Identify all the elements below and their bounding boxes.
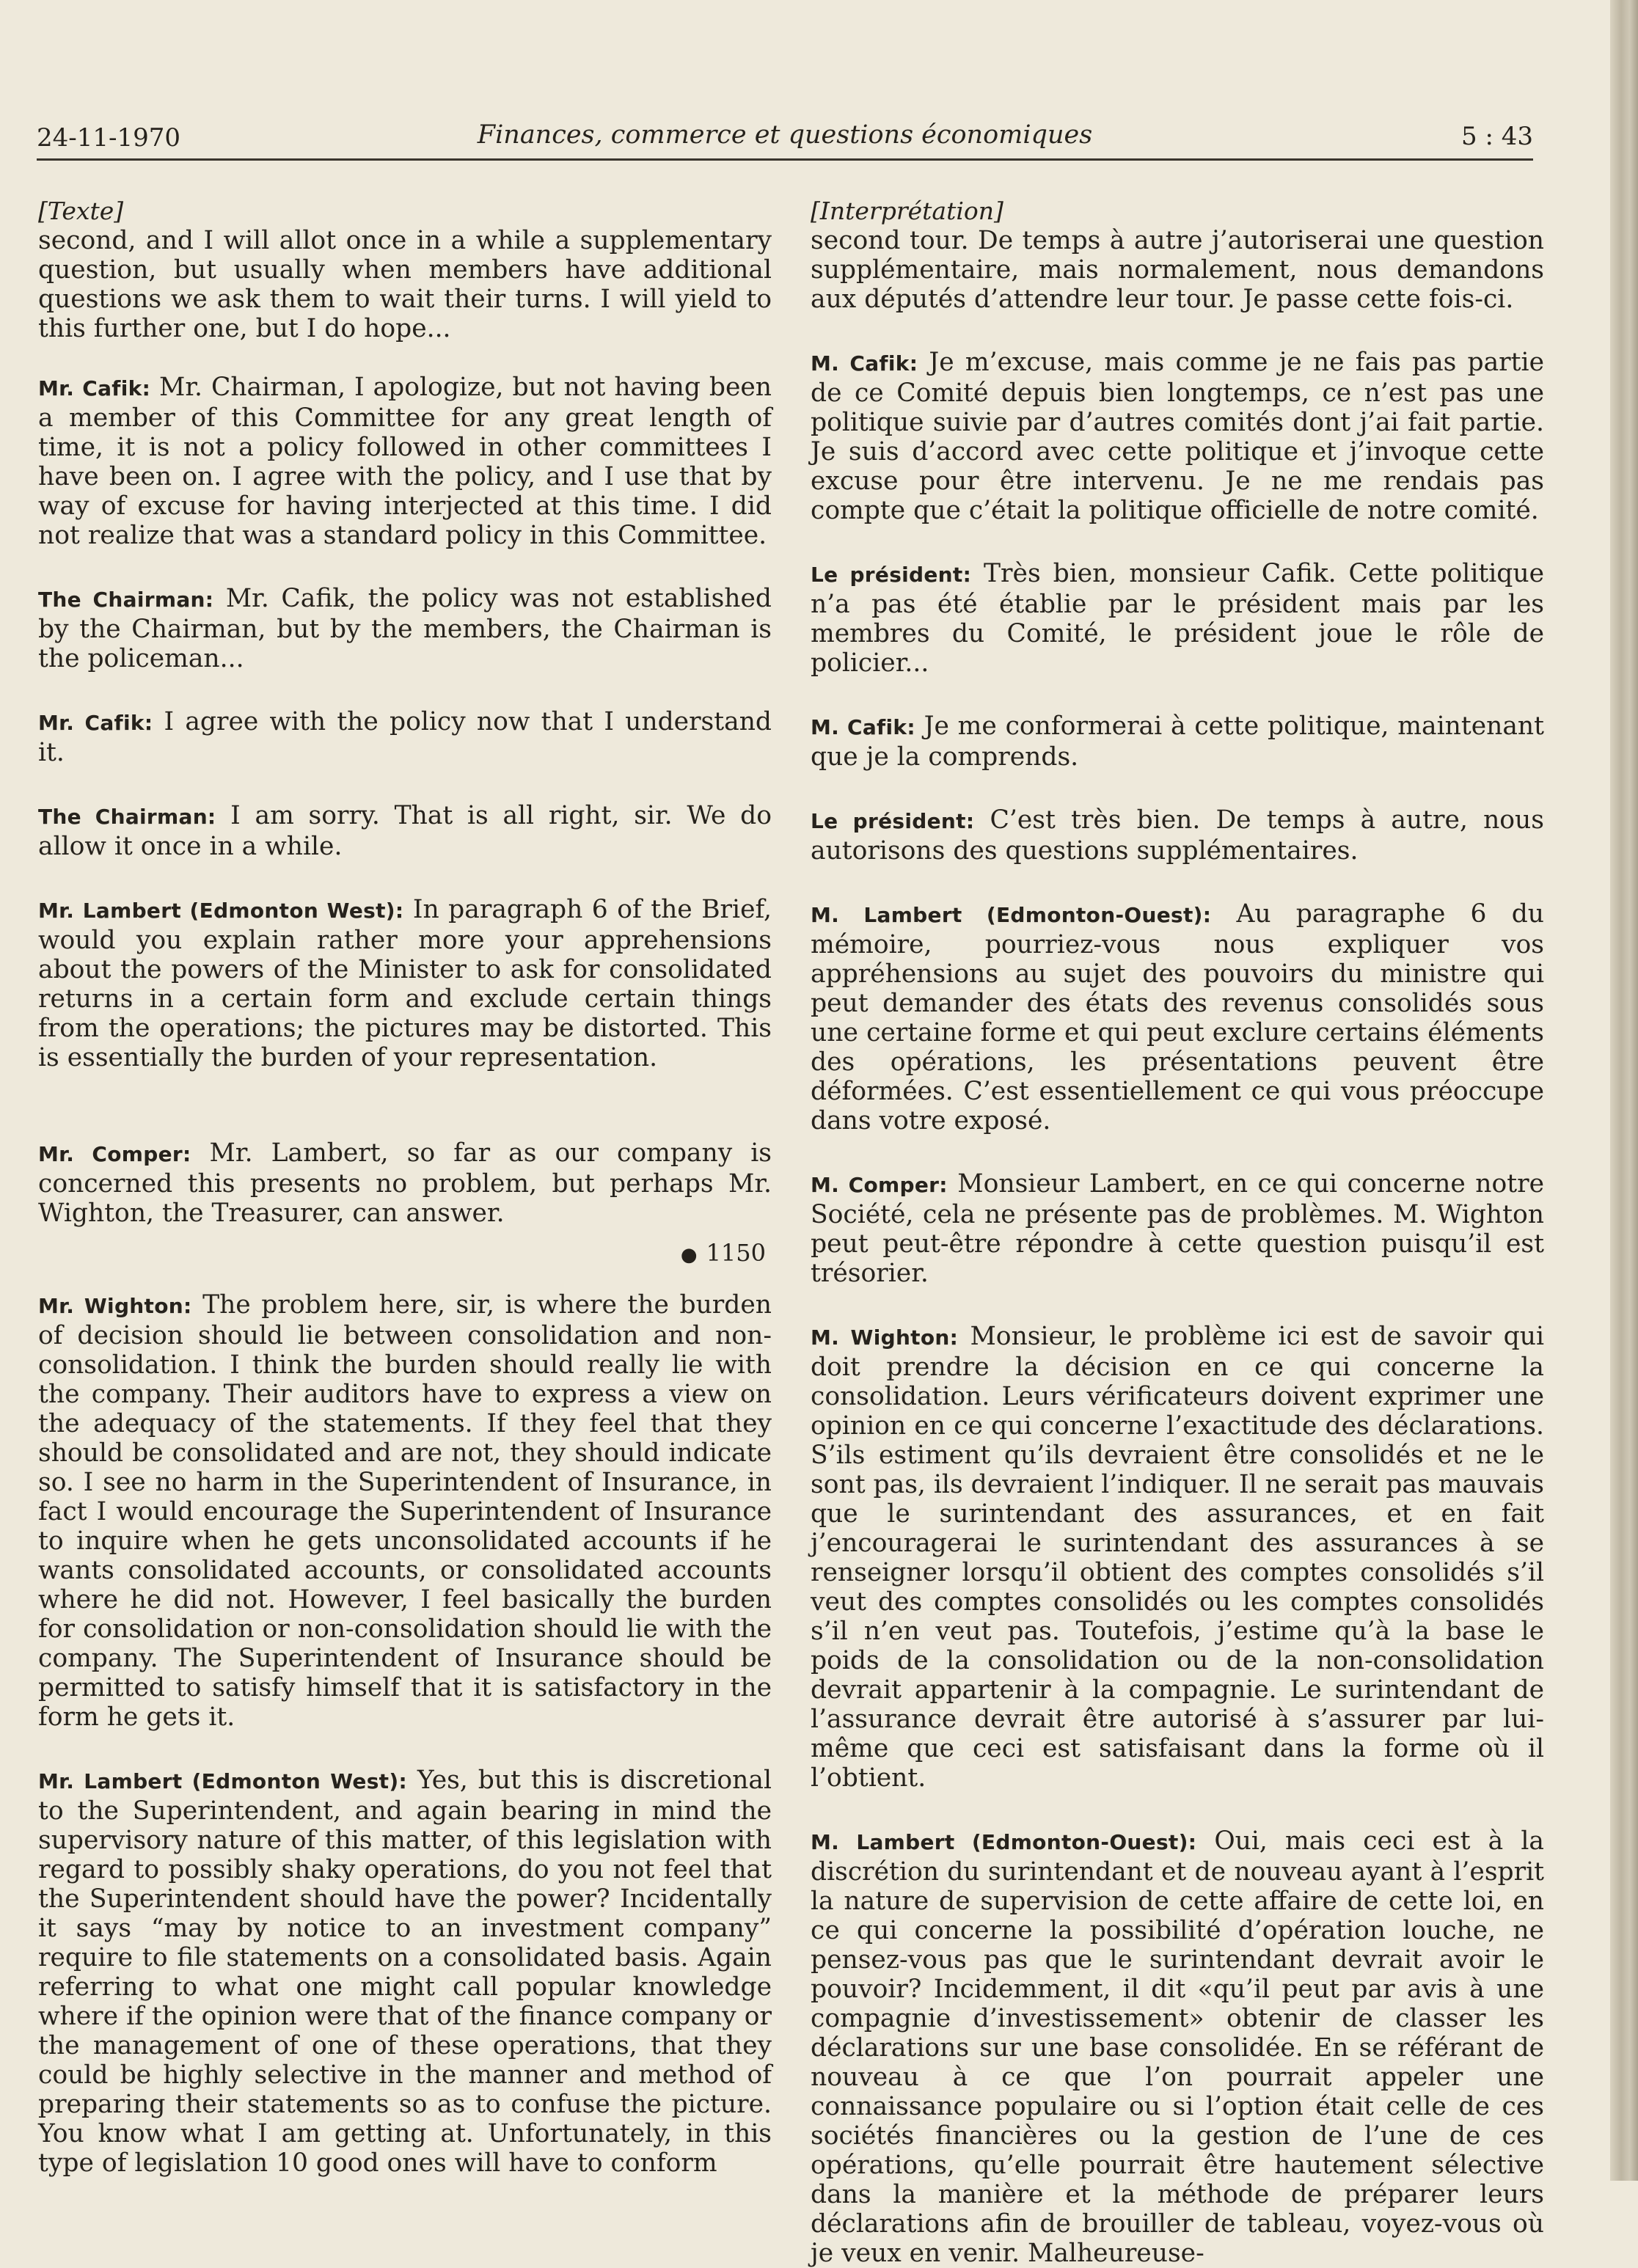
header-title: Finances, commerce et questions économiques: [477, 120, 1093, 150]
speech-text: Yes, but this is discretional to the Superintendent, and again bearing in mind the supervisory nature of this matter, of this legislation with regard to possibly shaky operations, do you not feel that the Superintendent should have the power? Incidentally it says “may by notice to an investment company” require to file statements on a consolidated basis. Again referring to what one might call popular knowledge where if the opinion were that of the finance company or the management of one of these operations, that they could be highly selective in the manner and method of preparing their statements so as to confuse the picture. You know what I am getting at. Unfortunately, in this type of legislation 10 good ones will have to conform: [38, 1766, 772, 2178]
speech-text: Monsieur, le problème ici est de savoir qui doit prendre la décision en ce qui concerne la consolidation. Leurs vérificateurs doivent exprimer une opinion en ce qui concerne l’exactitude des déclarations. S’ils estiment qu’ils devraient être consolidés et ne le sont pas, ils devraient l’indiquer. Il ne serait pas mauvais que le surintendant des assurances, et en fait j’encouragerai le surintendant des assurances à se renseigner lorsqu’il obtient des comptes consolidés s’il veut des comptes consolidés ou les comptes consolidés s’il n’en veut pas. Toutefois, j’estime qu’à la base le poids de la consolidation ou de la non-consolidation devrait appartenir à la compagnie. Le surintendant de l’assurance devrait être autorisé à s’assurer par lui-même que ceci est satisfaisant dans la forme où il l’obtient.: [811, 1322, 1544, 1793]
speech-text: I agree with the policy now that I understand it.: [38, 707, 772, 767]
speech-text: Monsieur Lambert, en ce qui concerne notre Société, cela ne présente pas de problèmes. M. Wighton peut peut-être répondre à cette question puisqu’il est trésorier.: [811, 1169, 1544, 1288]
time-marker-value: 1150: [706, 1239, 766, 1267]
speech-paragraph: [38, 1766, 772, 2178]
speaker-name: Mr. Cafik:: [38, 711, 153, 735]
speaker-name: Mr. Lambert (Edmonton West):: [38, 899, 404, 923]
speaker-name: M. Comper:: [811, 1173, 948, 1197]
speech-text: Je me conformerai à cette politique, maintenant que je la comprends.: [811, 712, 1544, 772]
time-marker: [38, 1238, 766, 1270]
speech-paragraph: [811, 1322, 1544, 1793]
speaker-name: M. Wighton:: [811, 1325, 959, 1350]
speaker-name: M. Lambert (Edmonton-Ouest):: [811, 1830, 1197, 1854]
speaker-name: M. Cafik:: [811, 715, 915, 739]
bullet-icon: ●: [680, 1244, 698, 1266]
section-label: [Interprétation]: [811, 197, 1003, 225]
page-header: [37, 100, 1533, 161]
speech-text: In paragraph 6 of the Brief, would you explain rather more your apprehensions about the powers of the Minister to ask for consolidated returns in a certain form and exclude certain things from the operations; the pictures may be distorted. This is essentially the burden of your representation.: [38, 895, 772, 1072]
speech-paragraph: [38, 801, 772, 861]
section-label: [Texte]: [38, 197, 124, 225]
speaker-name: Mr. Lambert (Edmonton West):: [38, 1769, 407, 1793]
header-date: 24-11-1970: [37, 123, 181, 153]
speaker-name: Mr. Cafik:: [38, 376, 151, 400]
speech-paragraph: [38, 1290, 772, 1732]
speaker-name: Le président:: [811, 563, 972, 587]
speech-text: Très bien, monsieur Cafik. Cette politique n’a pas été établie par le président mais par les membres du Comité, le président joue le rôle de policier...: [811, 559, 1544, 678]
header-page-number: 5 : 43: [1461, 122, 1533, 151]
speech-text: The problem here, sir, is where the burden of decision should lie between consolidation and non-consolidation. I think the burden should really lie with the company. Their auditors have to express a view on the adequacy of the statements. If they feel that they should be consolidated and are not, they should indicate so. I see no harm in the Superintendent of Insurance, in fact I would encourage the Superintendent of Insurance to inquire when he gets unconsolidated accounts if he wants consolidated accounts, or consolidated accounts where he did not. However, I feel basically the burden for consolidation or non-consolidation should lie with the company. The Superintendent of Insurance should be permitted to satisfy himself that it is satisfactory in the form he gets it.: [38, 1290, 772, 1732]
speech-paragraph: [38, 373, 772, 550]
speaker-name: The Chairman:: [38, 805, 216, 829]
page-binding-edge: [1610, 0, 1638, 2181]
speech-text: Mr. Cafik, the policy was not established by the Chairman, but by the members, the Chairman is the policeman...: [38, 584, 772, 673]
speech-paragraph: [811, 348, 1544, 525]
speech-paragraph: [811, 1169, 1544, 1288]
right-column: [811, 197, 1544, 2268]
speech-paragraph: [38, 1138, 772, 1228]
intro-paragraph: second, and I will allot once in a while a supplementary question, but usually when members have additional questions we ask them to wait their turns. I will yield to this further one, but I do hope...: [38, 226, 772, 343]
speech-text: I am sorry. That is all right, sir. We do allow it once in a while.: [38, 801, 772, 861]
speech-paragraph: [811, 805, 1544, 866]
speech-paragraph: [38, 895, 772, 1072]
speech-paragraph: [811, 559, 1544, 678]
speaker-name: The Chairman:: [38, 588, 214, 612]
speech-paragraph: [811, 712, 1544, 772]
speaker-name: M. Cafik:: [811, 351, 918, 376]
speaker-name: M. Lambert (Edmonton-Ouest):: [811, 903, 1212, 927]
intro-paragraph: second tour. De temps à autre j’autoriserai une question supplémentaire, mais normalement, nous demandons aux députés d’attendre leur tour. Je passe cette fois-ci.: [811, 226, 1544, 314]
speech-paragraph: [38, 707, 772, 767]
speech-text: Mr. Chairman, I apologize, but not having been a member of this Committee for any great length of time, it is not a policy followed in other committees I have been on. I agree with the policy, and I use that by way of excuse for having interjected at this time. I did not realize that was a standard policy in this Committee.: [38, 373, 772, 550]
speech-text: Je m’excuse, mais comme je ne fais pas partie de ce Comité depuis bien longtemps, ce n’est pas une politique suivie par d’autres comités dont j’ai fait partie. Je suis d’accord avec cette politique et j’invoque cette excuse pour être intervenu. Je ne me rendais pas compte que c’était la politique officielle de notre comité.: [811, 348, 1544, 525]
speaker-name: Le président:: [811, 809, 975, 833]
speech-paragraph: [38, 584, 772, 673]
speech-paragraph: [811, 899, 1544, 1135]
left-column: [38, 197, 772, 2178]
speech-text: Oui, mais ceci est à la discrétion du surintendant et de nouveau ayant à l’esprit la nature de supervision de cette affaire de cette loi, en ce qui concerne la possibilité d’opération louche, ne pensez-vous pas que le surintendant devrait avoir le pouvoir? Incidemment, il dit «qu’il peut par avis à une compagnie d’investissement» obtenir de classer les déclarations sur une base consolidée. En se référant de nouveau à ce que l’on pourrait appeler une connaissance populaire ou si l’option était celle de ces sociétés financières ou la gestion de l’une de ces opérations, qu’elle pourrait être hautement sélective dans la manière et la méthode de préparer leurs déclarations afin de brouiller de tableau, voyez-vous où je veux en venir. Malheureuse-: [811, 1826, 1544, 2268]
speaker-name: Mr. Wighton:: [38, 1294, 192, 1318]
speech-text: Mr. Lambert, so far as our company is concerned this presents no problem, but perhaps Mr. Wighton, the Treasurer, can answer.: [38, 1138, 772, 1228]
speaker-name: Mr. Comper:: [38, 1142, 191, 1166]
speech-text: C’est très bien. De temps à autre, nous autorisons des questions supplémentaires.: [811, 805, 1544, 866]
speech-text: Au paragraphe 6 du mémoire, pourriez-vous nous expliquer vos appréhensions au sujet des pouvoirs du ministre qui peut demander des états des revenus consolidés sous une certaine forme et qui peut exclure certains éléments des opérations, les présentations peuvent être déformées. C’est essentiellement ce qui vous préoccupe dans votre exposé.: [811, 899, 1545, 1135]
speech-paragraph: [811, 1826, 1544, 2268]
